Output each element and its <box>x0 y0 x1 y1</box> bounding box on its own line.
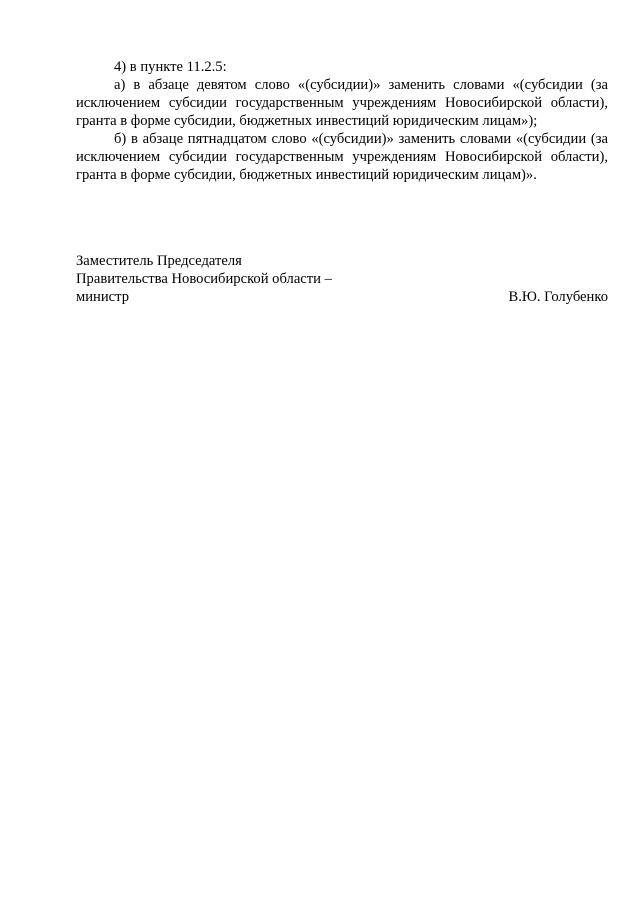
signatory-position-line-3: министр <box>76 289 129 305</box>
signatory-position-line-2: Правительства Новосибирской области – <box>76 271 332 287</box>
signatory-name: В.Ю. Голубенко <box>508 289 608 305</box>
signatory-position-line-1: Заместитель Председателя <box>76 253 242 269</box>
paragraph-subitem-a: а) в абзаце девятом слово «(субсидии)» заменить словами «(субсидии (за исключением субсидии государственным учреждениям Новосибирской области), гранта в форме субсидии, бюджетных инвестиций юридическим лицам»); <box>76 77 608 129</box>
signature-block <box>76 252 608 306</box>
paragraph-subitem-b: б) в абзаце пятнадцатом слово «(субсидии)» заменить словами «(субсидии (за исключением субсидии государственным учреждениям Новосибирской области), гранта в форме субсидии, бюджетных инвестиций юридическим лицам)». <box>76 131 608 183</box>
paragraph-item-4: 4) в пункте 11.2.5: <box>114 59 227 75</box>
document-body <box>76 58 608 184</box>
signature-final-row <box>76 288 608 306</box>
